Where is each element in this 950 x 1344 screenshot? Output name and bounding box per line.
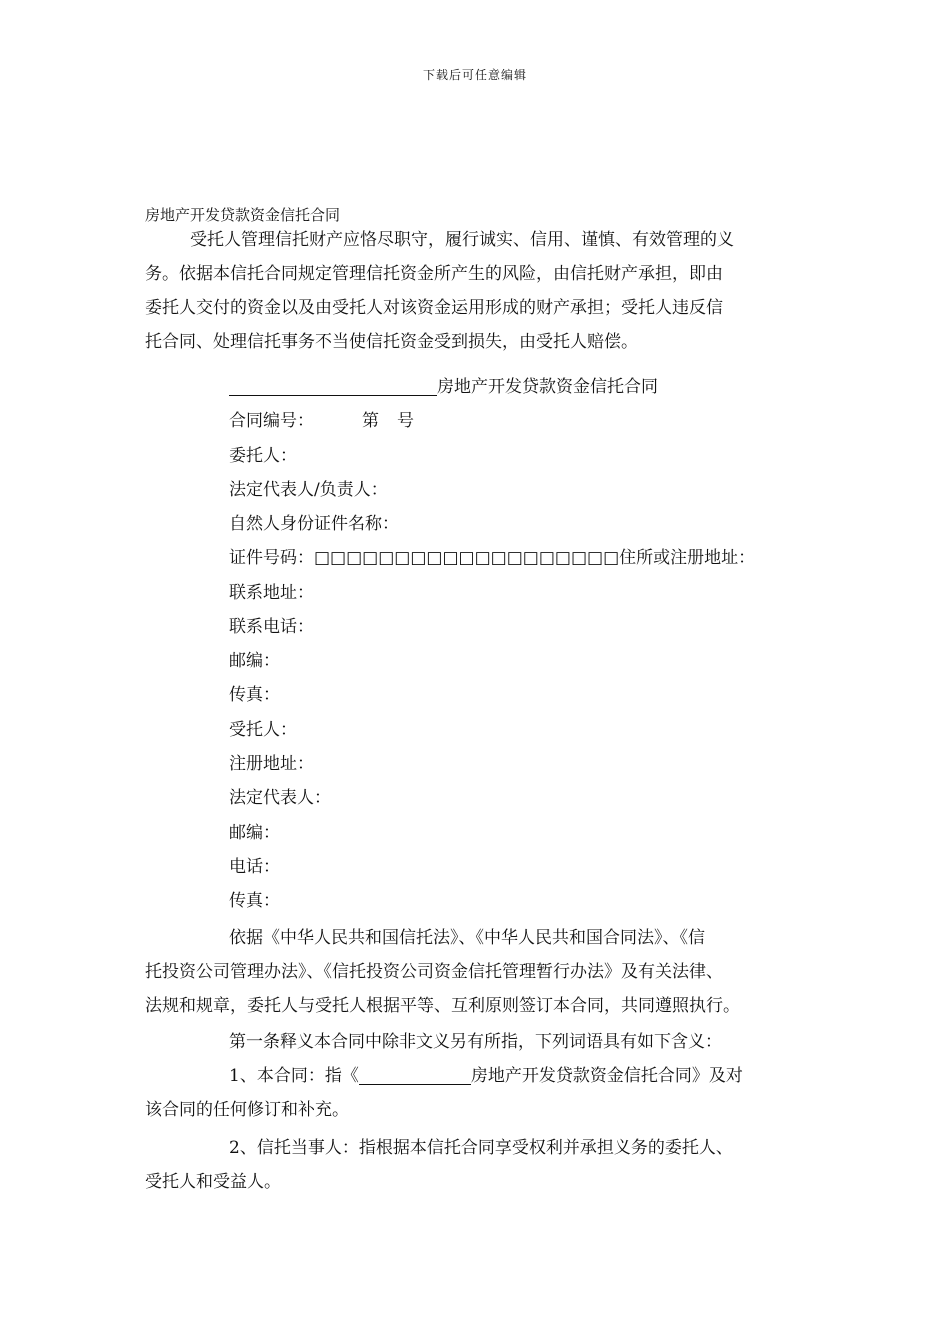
field-trustor: 委托人： — [229, 446, 297, 466]
page-header: 下载后可任意编辑 — [422, 68, 527, 82]
intro-paragraph — [145, 223, 807, 359]
contract-heading-text: 房地产开发贷款资金信托合同 — [437, 377, 658, 397]
field-legal-rep-responsible: 法定代表人/负责人： — [229, 480, 388, 500]
article-1-line: 第一条释义本合同中除非文义另有所指，下列词语具有如下含义： — [229, 1032, 722, 1052]
contract-name-blank — [229, 373, 437, 396]
field-trustee: 受托人： — [229, 720, 297, 740]
intro-line: 托合同、处理信托事务不当使信托资金受到损失，由受托人赔偿。 — [145, 332, 638, 352]
definition-2-line: 2、信托当事人：指根据本信托合同享受权利并承担义务的委托人、 — [229, 1138, 733, 1158]
field-fax-trustee: 传真： — [229, 891, 280, 911]
contract-number-hao: 号 — [397, 411, 414, 431]
field-id-number: 证件号码：□□□□□□□□□□□□□□□□□□□住所或注册地址： — [229, 548, 756, 568]
definition-1-line — [145, 1059, 807, 1093]
field-postcode-trustee: 邮编： — [229, 823, 280, 843]
contract-name-blank — [359, 1062, 471, 1085]
contract-heading — [229, 370, 658, 404]
field-legal-representative: 法定代表人： — [229, 788, 331, 808]
document-title: 房地产开发贷款资金信托合同 — [145, 206, 341, 224]
article-1-paragraph — [145, 1025, 807, 1059]
field-postcode: 邮编： — [229, 651, 280, 671]
intro-line: 委托人交付的资金以及由受托人对该资金运用形成的财产承担；受托人违反信 — [145, 298, 723, 318]
definition-1-prefix: 1、本合同：指《 — [229, 1066, 359, 1086]
definition-2-paragraph — [145, 1131, 807, 1199]
field-contact-address: 联系地址： — [229, 583, 314, 603]
definition-1-line: 该合同的任何修订和补充。 — [145, 1100, 349, 1120]
basis-line: 法规和规章，委托人与受托人根据平等、互利原则签订本合同，共同遵照执行。 — [145, 996, 740, 1016]
intro-line: 受托人管理信托财产应恪尽职守，履行诚实、信用、谨慎、有效管理的义 — [190, 230, 734, 250]
definition-1-paragraph — [145, 1059, 807, 1127]
basis-line: 托投资公司管理办法》、《信托投资公司资金信托管理暂行办法》及有关法律、 — [145, 962, 723, 982]
contract-number-row — [229, 404, 414, 438]
field-phone: 电话： — [229, 857, 280, 877]
definition-2-line: 受托人和受益人。 — [145, 1172, 281, 1192]
definition-1-suffix: 房地产开发贷款资金信托合同》及对 — [470, 1066, 743, 1086]
field-fax: 传真： — [229, 685, 280, 705]
intro-line: 务。依据本信托合同规定管理信托资金所产生的风险，由信托财产承担，即由 — [145, 264, 723, 284]
basis-paragraph — [145, 921, 807, 1023]
field-contact-phone: 联系电话： — [229, 617, 314, 637]
field-registered-address: 注册地址： — [229, 754, 314, 774]
field-id-document-name: 自然人身份证件名称： — [229, 514, 399, 534]
contract-number-label: 合同编号： — [229, 411, 314, 431]
contract-number-di: 第 — [362, 411, 379, 431]
basis-line: 依据《中华人民共和国信托法》、《中华人民共和国合同法》、《信 — [229, 928, 705, 948]
